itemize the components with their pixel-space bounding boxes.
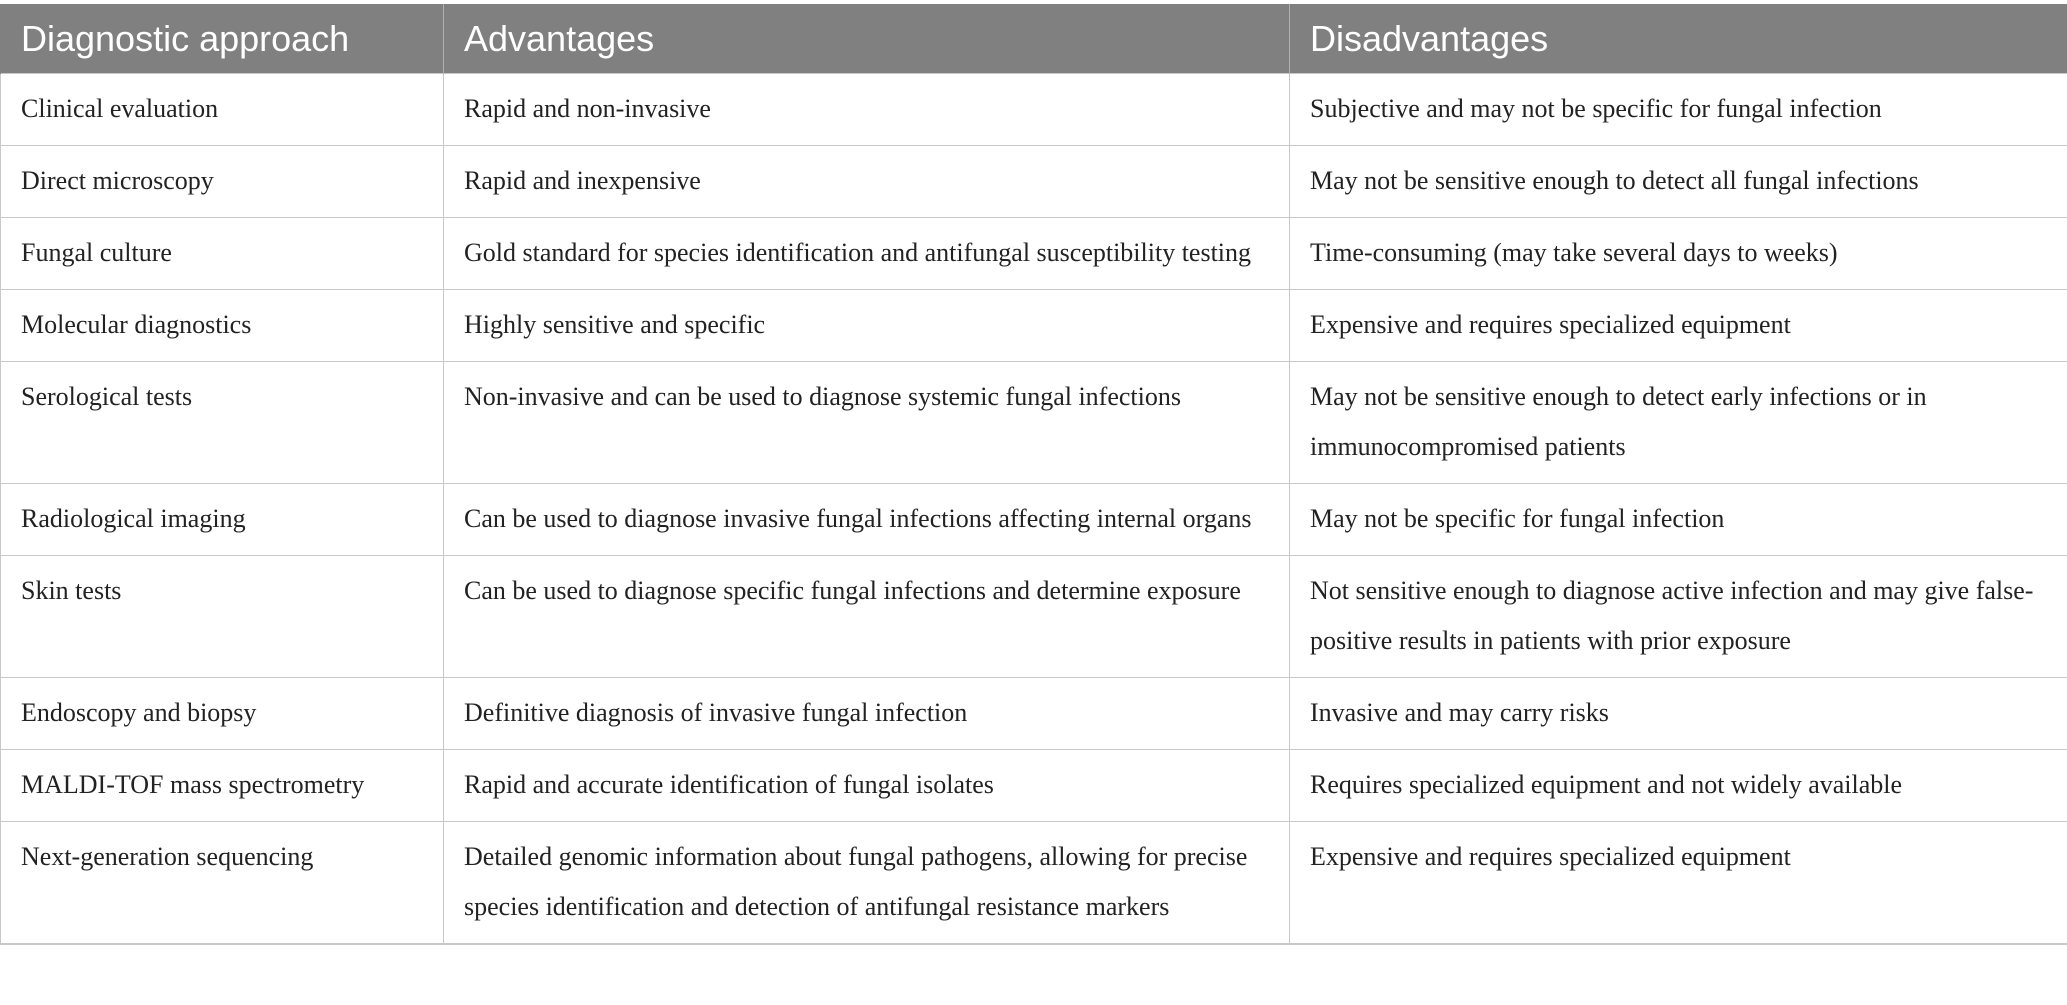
header-diagnostic-approach: Diagnostic approach xyxy=(1,4,444,74)
header-advantages: Advantages xyxy=(444,4,1290,74)
table-row xyxy=(1,290,2067,362)
table-row xyxy=(1,484,2067,556)
cell-disadvantages: Subjective and may not be specific for fungal infection xyxy=(1290,74,2067,146)
cell-disadvantages: Expensive and requires specialized equipment xyxy=(1290,822,2067,945)
cell-approach: Direct microscopy xyxy=(1,146,444,218)
header-disadvantages: Disadvantages xyxy=(1290,4,2067,74)
cell-advantages: Non-invasive and can be used to diagnose systemic fungal infections xyxy=(444,362,1290,484)
table-row xyxy=(1,822,2067,945)
cell-disadvantages: May not be sensitive enough to detect all fungal infections xyxy=(1290,146,2067,218)
cell-approach: MALDI-TOF mass spectrometry xyxy=(1,750,444,822)
cell-advantages: Detailed genomic information about fungal pathogens, allowing for precise species identification and detection of antifungal resistance markers xyxy=(444,822,1290,945)
table-row xyxy=(1,146,2067,218)
cell-approach: Next-generation sequencing xyxy=(1,822,444,945)
cell-advantages: Can be used to diagnose specific fungal infections and determine exposure xyxy=(444,556,1290,678)
table-row xyxy=(1,750,2067,822)
cell-approach: Molecular diagnostics xyxy=(1,290,444,362)
cell-advantages: Gold standard for species identification and antifungal susceptibility testing xyxy=(444,218,1290,290)
table-row xyxy=(1,218,2067,290)
cell-approach: Serological tests xyxy=(1,362,444,484)
table-body xyxy=(1,74,2067,945)
table-row xyxy=(1,362,2067,484)
cell-disadvantages: Time-consuming (may take several days to weeks) xyxy=(1290,218,2067,290)
diagnostic-approaches-table xyxy=(0,4,2067,945)
table-row xyxy=(1,74,2067,146)
cell-approach: Skin tests xyxy=(1,556,444,678)
cell-approach: Fungal culture xyxy=(1,218,444,290)
cell-advantages: Can be used to diagnose invasive fungal infections affecting internal organs xyxy=(444,484,1290,556)
cell-disadvantages: Not sensitive enough to diagnose active infection and may give false-positive results in patients with prior exposure xyxy=(1290,556,2067,678)
cell-advantages: Rapid and non-invasive xyxy=(444,74,1290,146)
cell-disadvantages: Expensive and requires specialized equipment xyxy=(1290,290,2067,362)
cell-advantages: Rapid and inexpensive xyxy=(444,146,1290,218)
cell-approach: Clinical evaluation xyxy=(1,74,444,146)
cell-disadvantages: Invasive and may carry risks xyxy=(1290,678,2067,750)
table-row xyxy=(1,678,2067,750)
cell-disadvantages: May not be specific for fungal infection xyxy=(1290,484,2067,556)
cell-disadvantages: May not be sensitive enough to detect early infections or in immunocompromised patients xyxy=(1290,362,2067,484)
diagnostic-approaches-table-container xyxy=(0,4,2067,945)
cell-advantages: Definitive diagnosis of invasive fungal infection xyxy=(444,678,1290,750)
cell-approach: Endoscopy and biopsy xyxy=(1,678,444,750)
cell-advantages: Rapid and accurate identification of fungal isolates xyxy=(444,750,1290,822)
header-row xyxy=(1,4,2067,74)
table-row xyxy=(1,556,2067,678)
cell-approach: Radiological imaging xyxy=(1,484,444,556)
table-header xyxy=(1,4,2067,74)
cell-advantages: Highly sensitive and specific xyxy=(444,290,1290,362)
cell-disadvantages: Requires specialized equipment and not widely available xyxy=(1290,750,2067,822)
